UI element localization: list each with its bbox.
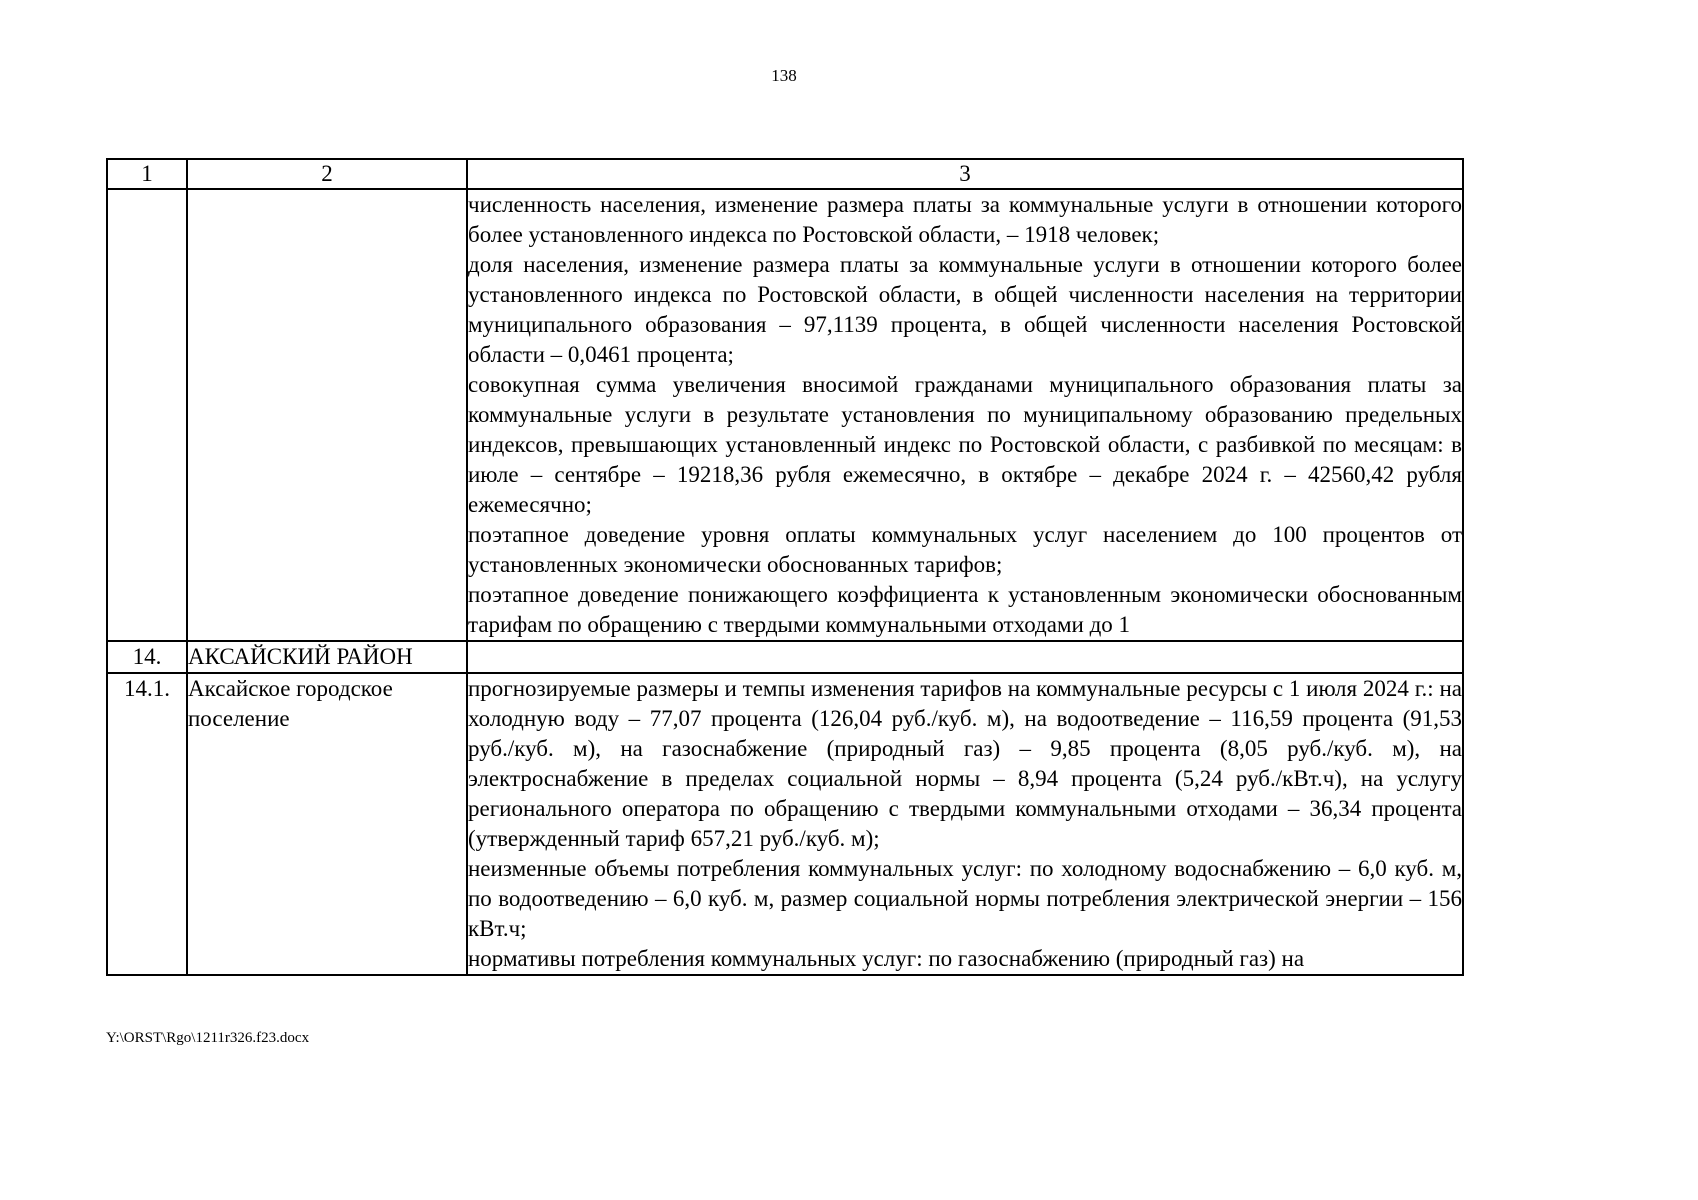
description-cell xyxy=(467,641,1463,673)
document-table xyxy=(106,158,1464,976)
description-cell xyxy=(467,189,1463,641)
footer-file-path: Y:\ORST\Rgo\1211r326.f23.docx xyxy=(106,1030,310,1046)
description-paragraph: поэтапное доведение понижающего коэффициента к установленным экономически обоснованным тарифам по обращению с твердыми коммунальными отходами до 1 xyxy=(468,582,1462,637)
column-header-2: 2 xyxy=(187,159,467,189)
description-paragraph: поэтапное доведение уровня оплаты коммунальных услуг населением до 100 процентов от установленных экономически обоснованных тарифов; xyxy=(468,522,1462,577)
district-name: АКСАЙСКИЙ РАЙОН xyxy=(187,641,467,673)
settlement-name: Аксайское городское поселение xyxy=(187,673,467,975)
row-number: 14. xyxy=(107,641,187,673)
description-paragraph: прогнозируемые размеры и темпы изменения тарифов на коммунальные ресурсы с 1 июля 2024 г.: на холодную воду – 77,07 процента (126,04 руб./куб. м), на водоотведение – 116,59 процента (91,53 руб./куб. м), на газоснабжение (природный газ) – 9,85 процента (8,05 руб./куб. м), на электроснабжение в пределах социальной нормы – 8,94 процента (5,24 руб./кВт.ч), на услугу регионального оператора по обращению с твердыми коммунальными отходами – 36,34 процента (утвержденный тариф 657,21 руб./куб. м); xyxy=(468,676,1462,851)
description-cell xyxy=(467,673,1463,975)
row-number xyxy=(107,189,187,641)
column-header-3: 3 xyxy=(467,159,1463,189)
table-row-district xyxy=(107,641,1463,673)
column-header-1: 1 xyxy=(107,159,187,189)
row-number: 14.1. xyxy=(107,673,187,975)
page-number: 138 xyxy=(771,66,797,85)
description-paragraph: совокупная сумма увеличения вносимой гражданами муниципального образования платы за коммунальные услуги в результате установления по муниципальному образованию предельных индексов, превышающих установленный индекс по Ростовской области, с разбивкой по месяцам: в июле – сентябре – 19218,36 рубля ежемесячно, в октябре – декабре 2024 г. – 42560,42 рубля ежемесячно; xyxy=(468,372,1462,517)
territory-name xyxy=(187,189,467,641)
description-paragraph: численность населения, изменение размера платы за коммунальные услуги в отношении которого более установленного индекса по Ростовской области, – 1918 человек; xyxy=(468,192,1462,247)
table-row xyxy=(107,673,1463,975)
table-row xyxy=(107,189,1463,641)
description-paragraph: нормативы потребления коммунальных услуг: по газоснабжению (природный газ) на xyxy=(468,946,1305,971)
description-paragraph: неизменные объемы потребления коммунальных услуг: по холодному водоснабжению – 6,0 куб. м, по водоотведению – 6,0 куб. м, размер социальной нормы потребления электрической энергии – 156 кВт.ч; xyxy=(468,856,1462,941)
description-paragraph: доля населения, изменение размера платы за коммунальные услуги в отношении которого более установленного индекса по Ростовской области, в общей численности населения на территории муниципального образования – 97,1139 процента, в общей численности населения Ростовской области – 0,0461 процента; xyxy=(468,252,1462,367)
table-header-row xyxy=(107,159,1463,189)
